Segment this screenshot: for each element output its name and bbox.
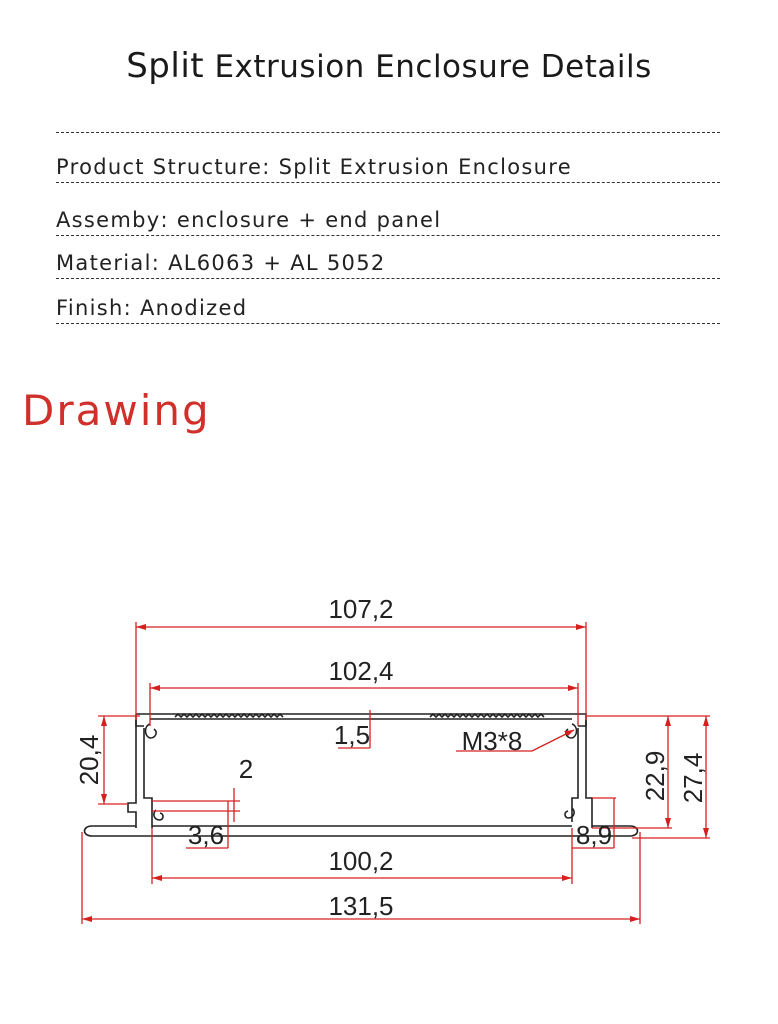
spec-row-assembly [56,205,720,236]
spec-label: Material [56,251,152,275]
base-plate [85,826,638,836]
dim-flange: 8,9 [575,820,613,850]
dim-bottom-inner: 100,2 [328,846,394,876]
spec-value: Split Extrusion Enclosure [278,155,572,179]
spec-label: Finish [56,296,124,320]
dimension-labels [74,594,708,921]
title-rest: Extrusion Enclosure Details [204,49,652,85]
left-wall-outer [128,720,136,828]
dim-bottom-total: 131,5 [328,891,394,921]
dim-inner-top: 102,4 [328,656,394,686]
spec-value: Anodized [139,296,248,320]
enclosure-drawing [0,560,778,960]
spec-label: Product Structure [56,155,263,179]
dimension-arrows [82,624,709,922]
spec-value: enclosure + end panel [176,208,442,232]
spec-row-structure [56,152,720,183]
title-split: Split [126,46,205,86]
dim-slot: 2 [238,754,254,784]
dimension-lines [82,622,710,924]
left-screw-boss [146,724,157,738]
dim-screw: M3*8 [461,726,523,756]
page-title [0,46,778,86]
spec-sep: : [262,155,271,179]
spec-sep: : [160,208,169,232]
right-wall-outer [586,720,592,828]
dim-right-total: 27,4 [678,752,708,804]
dim-left-height: 20,4 [74,734,104,786]
drawing-heading: Drawing [22,386,211,435]
spec-label: Assemby [56,208,161,232]
spec-sep: : [151,251,161,275]
spec-row-finish [56,293,720,324]
dim-slot-offset: 3,6 [187,820,225,850]
spec-row-material [56,248,720,279]
spec-top-divider [56,132,720,133]
spec-sep: : [123,296,132,320]
spec-value: AL6063 + AL 5052 [168,251,386,275]
dim-wall: 1,5 [333,720,371,750]
dim-right-inner: 22,9 [640,750,670,802]
dim-overall-top: 107,2 [328,594,394,624]
left-wall-inner [144,728,152,828]
